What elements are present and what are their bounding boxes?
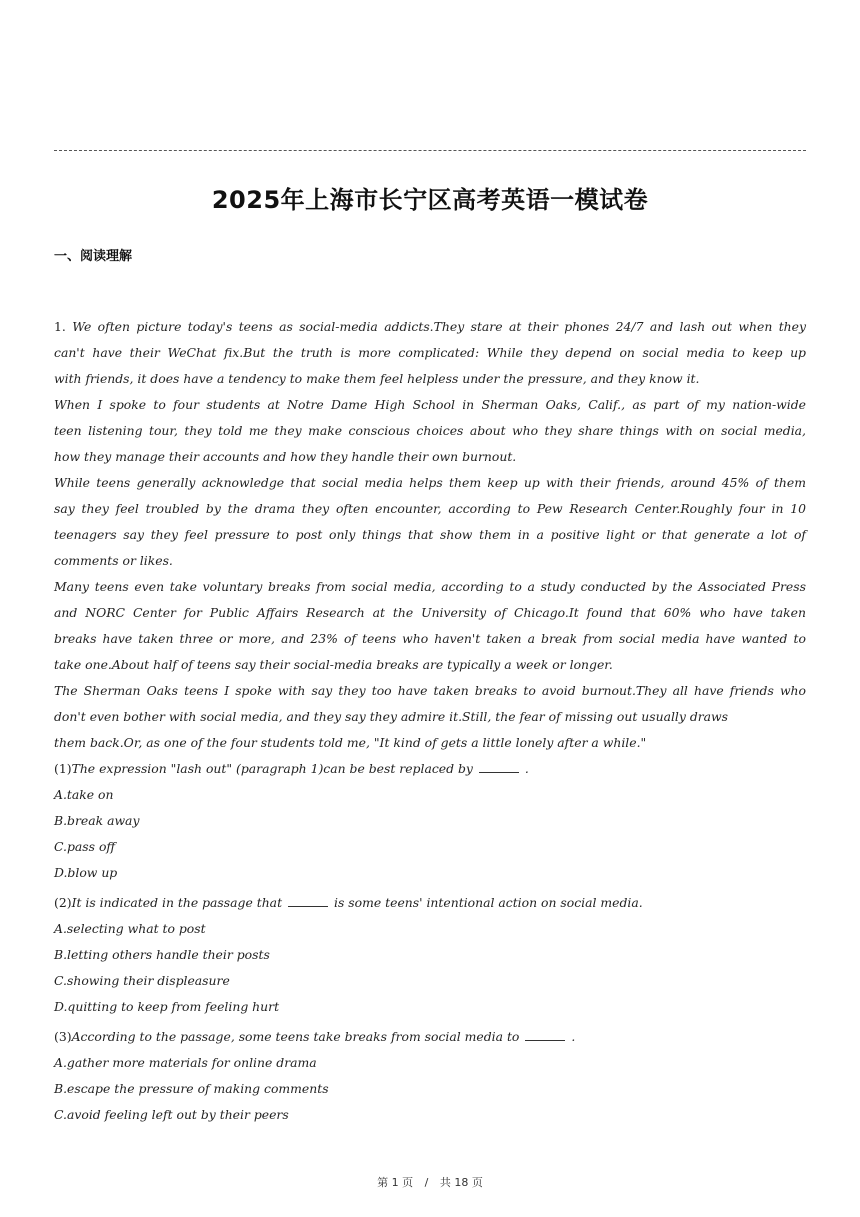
question-stem: (1)The expression "lash out" (paragraph 1)can be best replaced by . <box>54 756 806 782</box>
answer-option[interactable]: B.letting others handle their posts <box>54 947 270 962</box>
passage-line: 1. We often picture today's teens as social-media addicts.They stare at their phones 24/7 and lash out when they <box>54 319 806 334</box>
passage-line: take one.About half of teens say their social-media breaks are typically a week or longer. <box>54 657 613 672</box>
page-separator: / <box>424 1176 429 1189</box>
sub-question-1 <box>54 756 806 886</box>
sub-question-3 <box>54 1024 806 1128</box>
passage-line: don't even bother with social media, and they say they admire it.Still, the fear of missing out usually draws <box>54 709 729 724</box>
passage-line: The Sherman Oaks teens I spoke with say they too have taken breaks to avoid burnout.They all have friends who <box>54 683 806 698</box>
passage-line: breaks have taken three or more, and 23% of teens who haven't taken a break from social media have wanted to <box>54 631 806 646</box>
passage-line: and NORC Center for Public Affairs Research at the University of Chicago.It found that 60% who have taken <box>54 605 806 620</box>
passage-line: teenagers say they feel pressure to post only things that show them in a positive light or that generate a lot of <box>54 527 806 542</box>
answer-option[interactable]: B.escape the pressure of making comments <box>54 1081 329 1096</box>
answer-option[interactable]: C.pass off <box>54 839 116 854</box>
sub-question-2 <box>54 890 806 1020</box>
answer-option[interactable]: C.showing their displeasure <box>54 973 230 988</box>
answer-option[interactable]: A.take on <box>54 787 114 802</box>
passage <box>54 314 806 756</box>
answer-option[interactable]: D.quitting to keep from feeling hurt <box>54 999 280 1014</box>
passage-line: comments or likes. <box>54 553 173 568</box>
answer-option[interactable]: B.break away <box>54 813 140 828</box>
passage-line: Many teens even take voluntary breaks from social media, according to a study conducted by the Associated Press <box>54 579 806 594</box>
passage-line: how they manage their accounts and how they handle their own burnout. <box>54 449 517 464</box>
passage-line: can't have their WeChat fix.But the truth is more complicated: While they depend on social media to keep up <box>54 345 806 360</box>
page-total: 共 18 页 <box>439 1176 483 1189</box>
passage-line: When I spoke to four students at Notre Dame High School in Sherman Oaks, Calif., as part of my nation-wide <box>54 397 806 412</box>
answer-option[interactable]: D.blow up <box>54 865 118 880</box>
passage-line: teen listening tour, they told me they make conscious choices about who they share things with on social media, <box>54 423 806 438</box>
answer-blank <box>479 758 519 773</box>
page-number: 第 1 页 <box>377 1176 414 1189</box>
answer-option[interactable]: A.selecting what to post <box>54 921 206 936</box>
answer-blank <box>525 1026 565 1041</box>
passage-line: While teens generally acknowledge that social media helps them keep up with their friends, around 45% of them <box>54 475 806 490</box>
answer-blank <box>288 892 328 907</box>
question-stem: (3)According to the passage, some teens take breaks from social media to . <box>54 1024 806 1050</box>
passage-line: with friends, it does have a tendency to make them feel helpless under the pressure, and they know it. <box>54 371 700 386</box>
answer-option[interactable]: A.gather more materials for online drama <box>54 1055 317 1070</box>
page-title: 2025年上海市长宁区高考英语一模试卷 <box>211 186 649 214</box>
answer-option[interactable]: C.avoid feeling left out by their peers <box>54 1107 289 1122</box>
passage-line: them back.Or, as one of the four students told me, "It kind of gets a little lonely after a while." <box>54 735 647 750</box>
passage-line: say they feel troubled by the drama they often encounter, according to Pew Research Center.Roughly four in 10 <box>54 501 806 516</box>
question-content <box>54 314 806 1128</box>
header-divider <box>54 150 806 151</box>
section-heading: 一、阅读理解 <box>54 249 133 264</box>
question-stem: (2)It is indicated in the passage that is some teens' intentional action on social media. <box>54 890 806 916</box>
question-number: 1. <box>54 319 66 334</box>
page-footer <box>0 1174 860 1190</box>
